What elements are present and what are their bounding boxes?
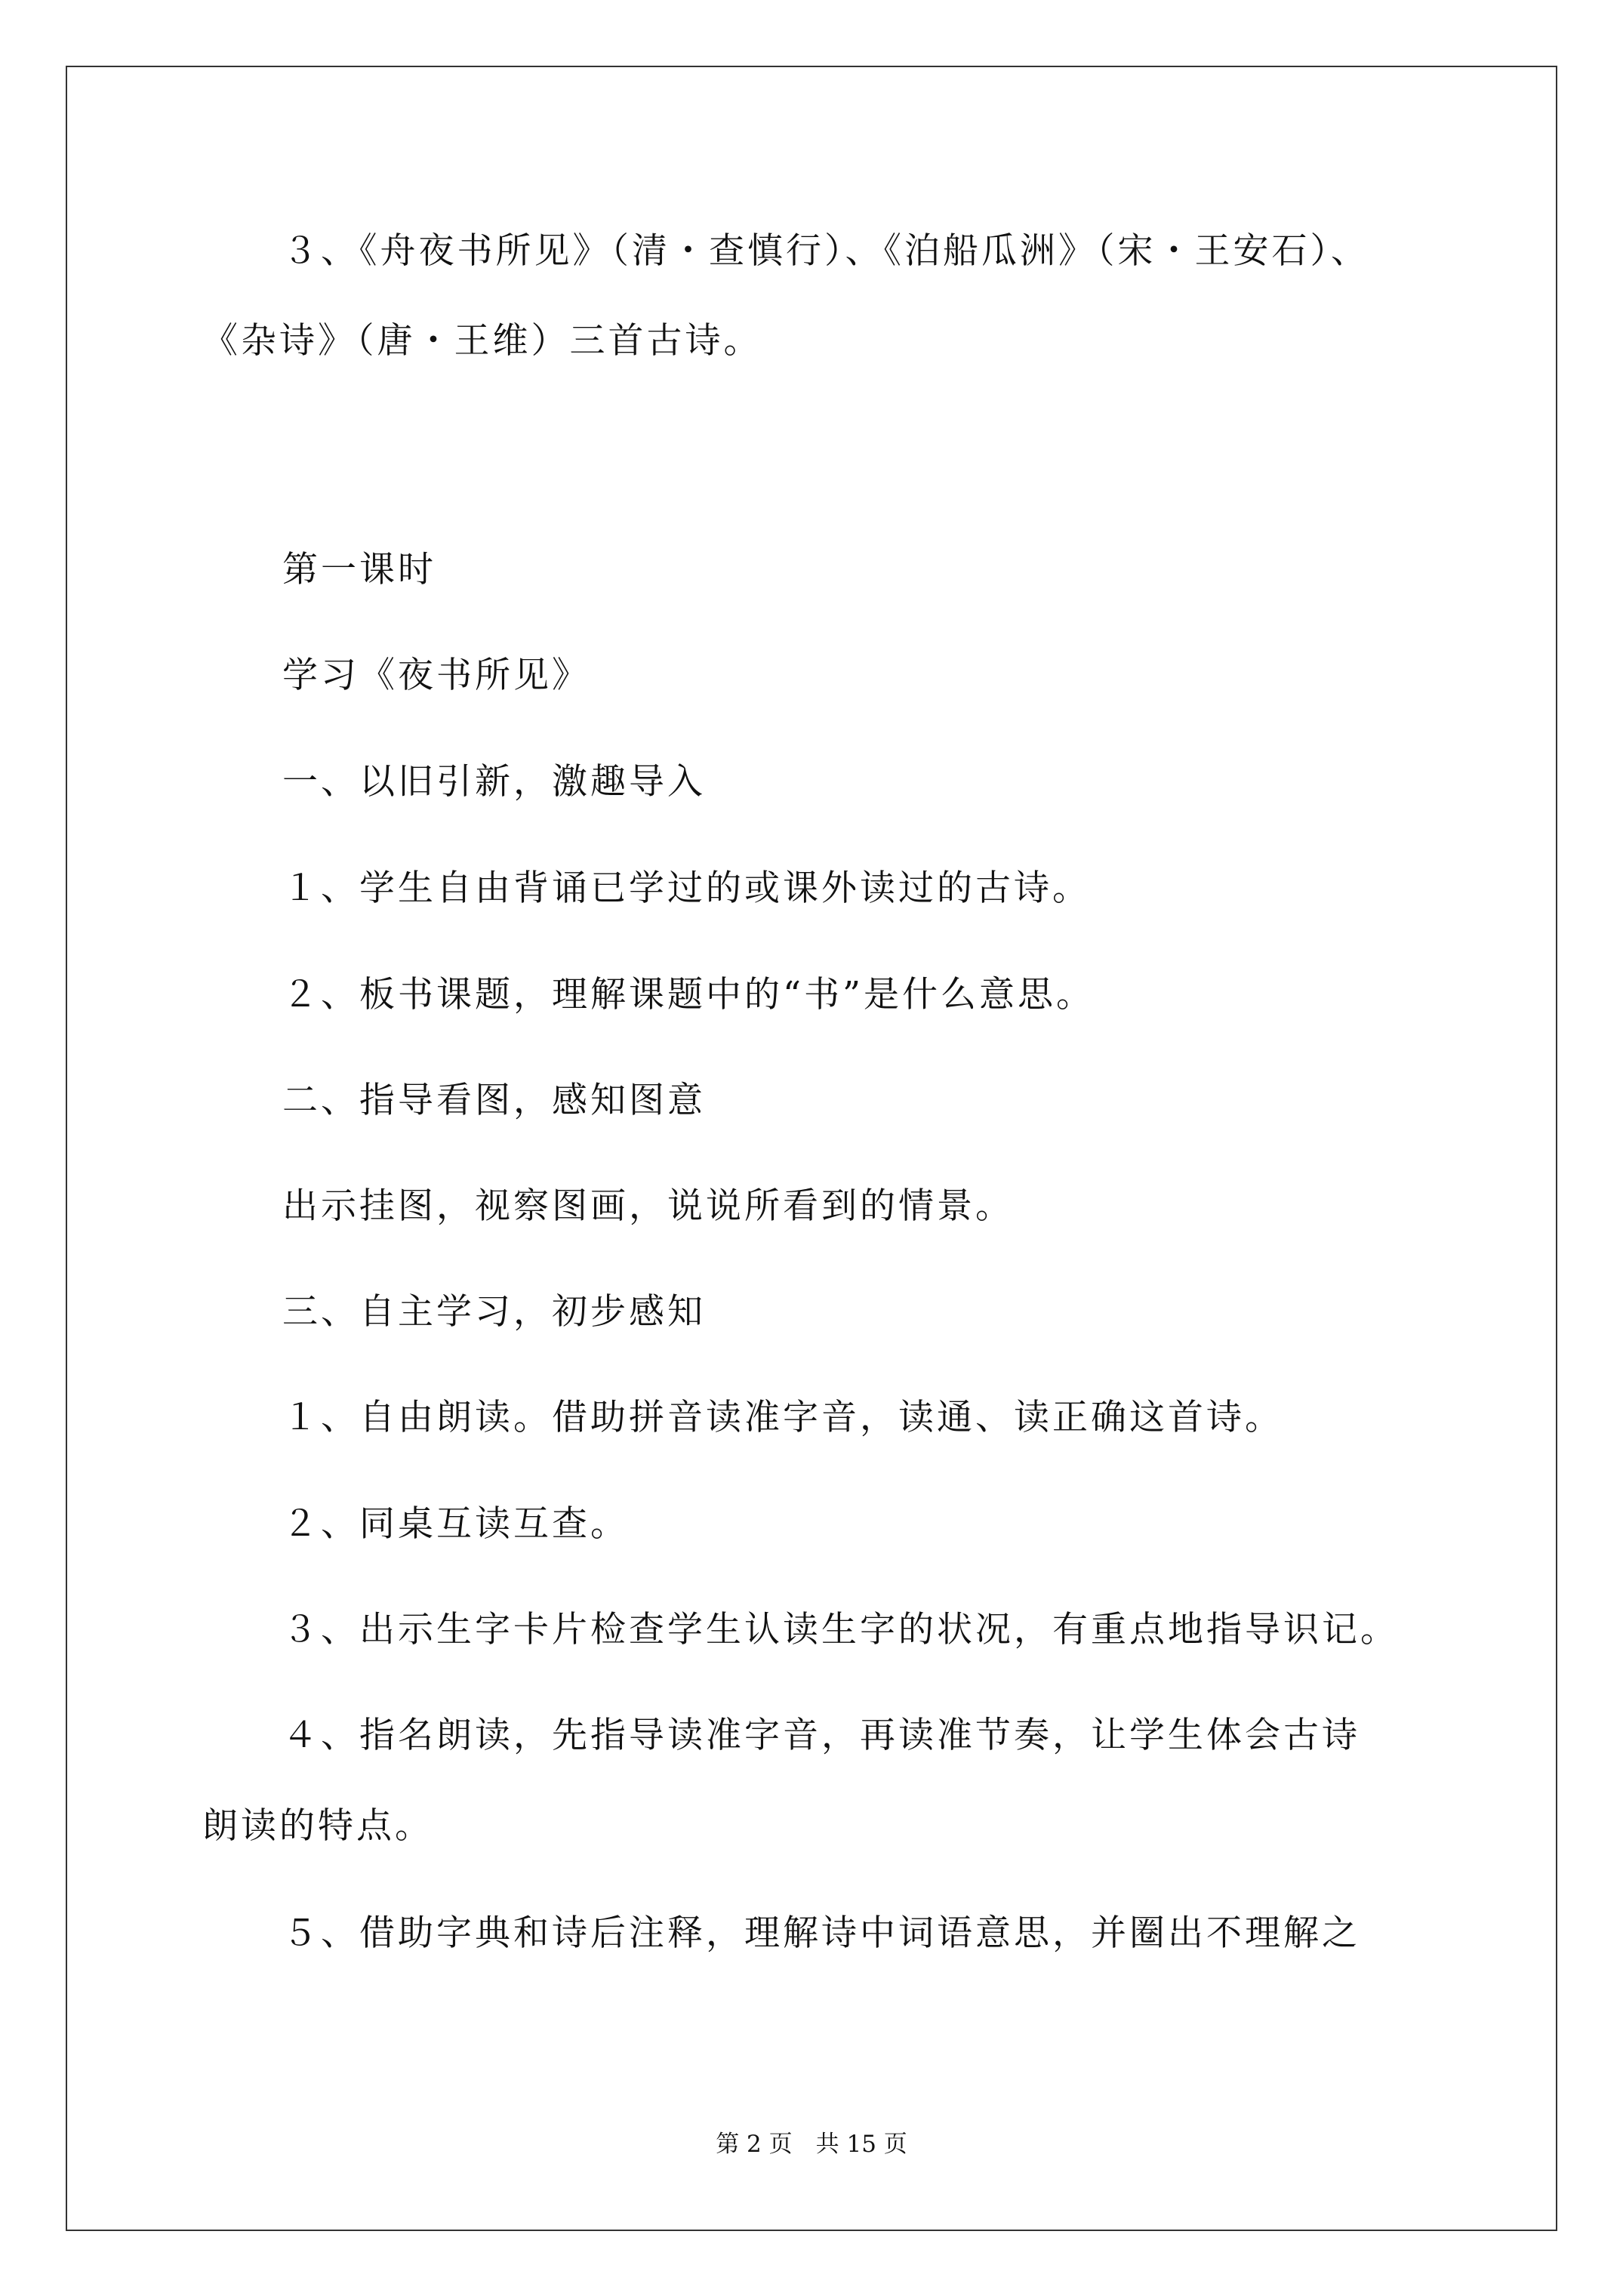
page-border xyxy=(66,66,1557,2231)
paragraph-1-continued: 《杂诗》（唐・王维）三首古诗。 xyxy=(202,320,762,362)
paragraph-item: ５、借助字典和诗后注释，理解诗中词语意思，并圈出不理解之 xyxy=(282,1912,1360,1954)
paragraph-item: ４、指名朗读，先指导读准字音，再读准节奏，让学生体会古诗 xyxy=(282,1715,1360,1756)
heading-part-two: 二、指导看图，感知图意 xyxy=(282,1080,706,1121)
paragraph-item: 出示挂图，视察图画，说说所看到的情景。 xyxy=(282,1185,1014,1227)
section-heading-study: 学习《夜书所见》 xyxy=(282,655,590,696)
paragraph-item: １、学生自由背诵已学过的或课外读过的古诗。 xyxy=(282,868,1091,909)
paragraph-item-continued: 朗读的特点。 xyxy=(202,1805,433,1847)
paragraph-1: ３、《舟夜书所见》（清・查慎行）、《泊船瓜洲》（宋・王安石）、 xyxy=(282,230,1369,272)
heading-part-three: 三、自主学习，初步感知 xyxy=(282,1291,706,1333)
paragraph-item: ３、出示生字卡片检查学生认读生字的状况，有重点地指导识记。 xyxy=(282,1609,1399,1650)
page-footer: 第 2 页 共 15 页 xyxy=(716,2131,907,2158)
paragraph-item: ２、板书课题，理解课题中的“书”是什么意思。 xyxy=(282,974,1095,1015)
paragraph-item: １、自由朗读。借助拼音读准字音，读通、读正确这首诗。 xyxy=(282,1397,1283,1438)
section-heading-lesson: 第一课时 xyxy=(282,549,436,590)
paragraph-item: ２、同桌互读互查。 xyxy=(282,1503,629,1545)
heading-part-one: 一、以旧引新，激趣导入 xyxy=(282,761,706,803)
